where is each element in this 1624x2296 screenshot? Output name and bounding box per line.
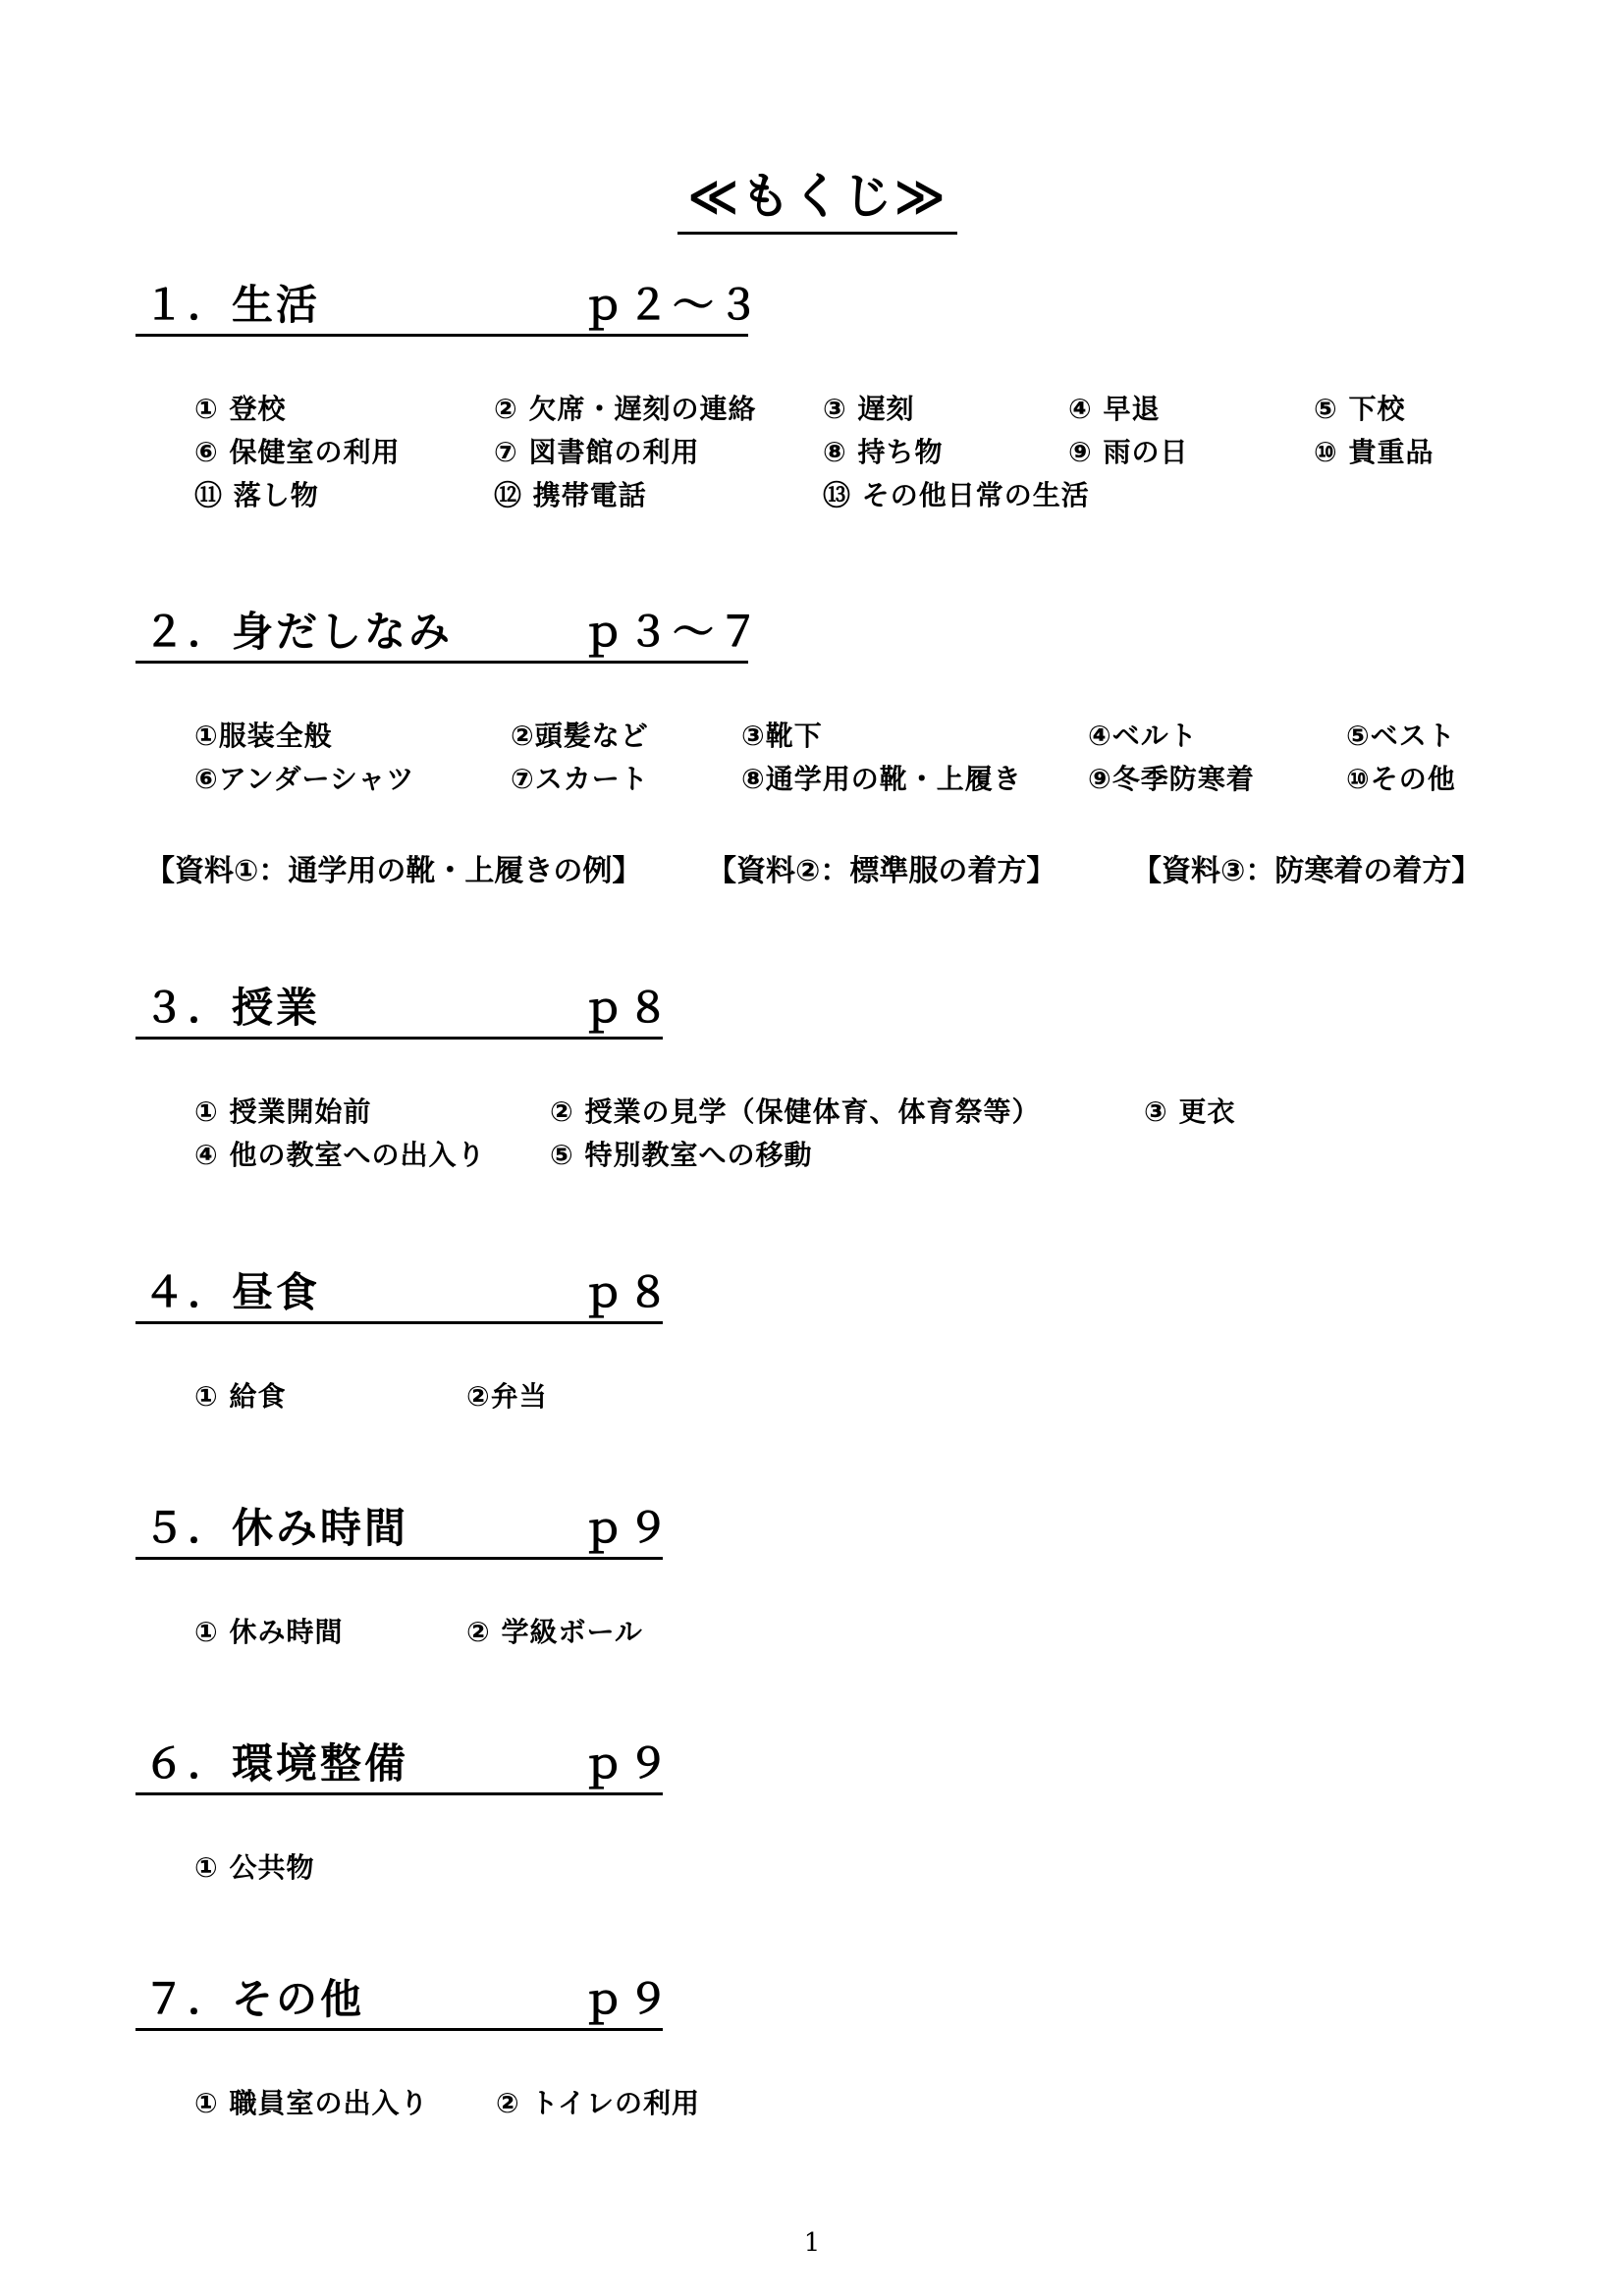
- list-item: ②弁当: [466, 1380, 548, 1413]
- section-pages: ｐ３～７: [582, 608, 764, 656]
- list-item: ③ 遅刻: [823, 393, 915, 425]
- section-title: ６．環境整備: [143, 1739, 409, 1788]
- list-item: ⑥アンダーシャツ: [194, 763, 415, 795]
- list-item: ② 学級ボール: [466, 1616, 643, 1648]
- reference-item: 【資料③：防寒着の着方】: [1132, 854, 1482, 888]
- page-title: ≪もくじ≫: [677, 157, 957, 235]
- section-7: [135, 1969, 701, 2119]
- section-6: [135, 1734, 674, 1884]
- section-2: [135, 602, 1456, 795]
- list-item: ⑬ その他日常の生活: [823, 479, 1090, 511]
- list-item: ⑫ 携帯電話: [494, 479, 647, 511]
- list-item: ① 授業開始前: [194, 1095, 372, 1128]
- section-title: ４．昼食: [143, 1268, 321, 1316]
- list-item: ⑦スカート: [511, 763, 649, 795]
- section-title: ７．その他: [143, 1975, 365, 2023]
- list-item: ⑨ 雨の日: [1068, 436, 1189, 468]
- section-4: [135, 1262, 674, 1413]
- list-item: ⑧通学用の靴・上履き: [741, 763, 1022, 795]
- section-pages: ｐ９: [582, 1739, 674, 1788]
- section-pages: ｐ２～３: [582, 281, 764, 329]
- list-item: ② 授業の見学（保健体育、体育祭等）: [550, 1095, 1041, 1128]
- list-item: ① 登校: [194, 393, 287, 425]
- reference-list: [145, 846, 1520, 888]
- list-item: ⑦ 図書館の利用: [494, 436, 700, 468]
- list-item: ④ 早退: [1068, 393, 1161, 425]
- list-item: ② 欠席・遅刻の連絡: [494, 393, 757, 425]
- section-heading: [135, 275, 764, 337]
- section-pages: ｐ８: [582, 984, 674, 1032]
- section-heading: [135, 1498, 674, 1560]
- reference-item: 【資料①：通学用の靴・上履きの例】: [145, 854, 642, 888]
- list-item: ⑪ 落し物: [194, 479, 319, 511]
- list-item: ⑩ 貴重品: [1314, 436, 1435, 468]
- list-item: ⑤ 下校: [1314, 393, 1406, 425]
- list-item: ① 職員室の出入り: [194, 2087, 429, 2119]
- section-title: ２．身だしなみ: [143, 608, 454, 656]
- list-item: ②頭髪など: [511, 720, 649, 752]
- section-heading: [135, 978, 674, 1040]
- list-item: ③靴下: [741, 720, 823, 752]
- reference-item: 【資料②：標準服の着方】: [707, 854, 1056, 888]
- section-title: ３．授業: [143, 984, 321, 1032]
- section-heading: [135, 1734, 674, 1795]
- section-heading: [135, 602, 764, 664]
- list-item: ⑨冬季防寒着: [1088, 763, 1255, 795]
- list-item: ⑤ベスト: [1346, 720, 1456, 752]
- list-item: ④ベルト: [1088, 720, 1198, 752]
- page-number: 1: [803, 2228, 821, 2258]
- list-item: ④ 他の教室への出入り: [194, 1139, 486, 1171]
- list-item: ① 休み時間: [194, 1616, 344, 1648]
- section-1: [135, 275, 1435, 511]
- list-item: ①服装全般: [194, 720, 333, 752]
- section-heading: [135, 1262, 674, 1324]
- section-5: [135, 1498, 674, 1648]
- list-item: ① 公共物: [194, 1851, 315, 1884]
- list-item: ① 給食: [194, 1380, 287, 1413]
- list-item: ⑤ 特別教室への移動: [550, 1139, 813, 1171]
- section-3: [135, 978, 1236, 1171]
- list-item: ② トイレの利用: [496, 2087, 701, 2119]
- section-title: １．生活: [143, 281, 321, 329]
- section-heading: [135, 1969, 674, 2031]
- list-item: ⑩その他: [1346, 763, 1456, 795]
- section-title: ５．休み時間: [143, 1504, 409, 1552]
- section-pages: ｐ９: [582, 1504, 674, 1552]
- list-item: ③ 更衣: [1144, 1095, 1236, 1128]
- list-item: ⑧ 持ち物: [823, 436, 944, 468]
- section-pages: ｐ８: [582, 1268, 674, 1316]
- list-item: ⑥ 保健室の利用: [194, 436, 401, 468]
- section-pages: ｐ９: [582, 1975, 674, 2023]
